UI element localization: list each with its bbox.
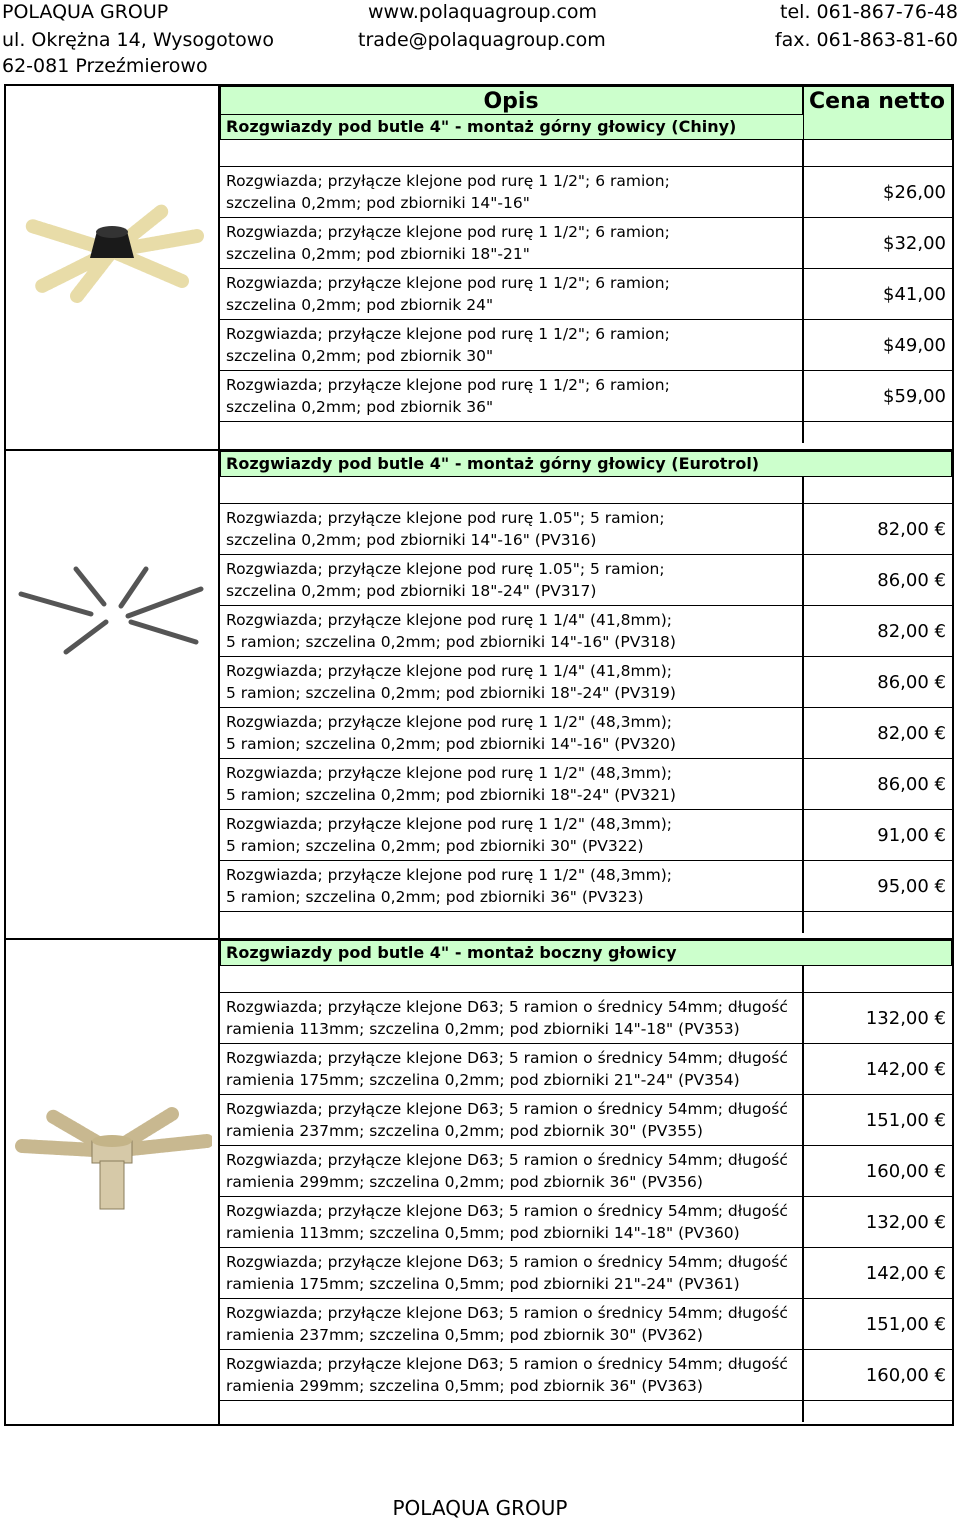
- footer-company: POLAQUA GROUP: [392, 1496, 568, 1520]
- row-description: Rozgwiazda; przyłącze klejone pod rurę 1.05"; 5 ramion; szczelina 0,2mm; pod zbiorniki 18"-24" (PV317): [226, 560, 665, 600]
- row-price: 86,00 €: [877, 569, 946, 591]
- row-price: 95,00 €: [877, 875, 946, 897]
- row-description: Rozgwiazda; przyłącze klejone pod rurę 1 1/4" (41,8mm); 5 ramion; szczelina 0,2mm; pod zbiorniki 18"-24" (PV319): [226, 662, 676, 702]
- row-price: 160,00 €: [865, 1160, 946, 1182]
- row-description: Rozgwiazda; przyłącze klejone D63; 5 ramion o średnicy 54mm; długość ramienia 237mm; szczelina 0,5mm; pod zbiornik 30" (PV362): [226, 1304, 788, 1344]
- row-price: $41,00: [883, 283, 946, 305]
- website-link[interactable]: www.polaquagroup.com: [368, 1, 598, 23]
- section-3-title: Rozgwiazdy pod butle 4" - montaż boczny głowicy: [226, 943, 677, 962]
- table-row: [220, 1094, 952, 1145]
- row-price: $59,00: [883, 385, 946, 407]
- row-description: Rozgwiazda; przyłącze klejone D63; 5 ramion o średnicy 54mm; długość ramienia 113mm; szczelina 0,5mm; pod zbiorniki 14"-18" (PV360): [226, 1202, 788, 1242]
- row-description: Rozgwiazda; przyłącze klejone pod rurę 1 1/2"; 6 ramion; szczelina 0,2mm; pod zbiornik 24": [226, 274, 670, 314]
- table-row: [220, 554, 952, 605]
- row-description: Rozgwiazda; przyłącze klejone D63; 5 ramion o średnicy 54mm; długość ramienia 237mm; szczelina 0,2mm; pod zbiornik 30" (PV355): [226, 1100, 788, 1140]
- table-row: [220, 1145, 952, 1196]
- table-row: [220, 319, 952, 370]
- table-row: [220, 1247, 952, 1298]
- fax-number: fax. 061-863-81-60: [774, 29, 958, 51]
- row-bottom-border: [220, 1400, 952, 1401]
- phone-number: tel. 061-867-76-48: [780, 1, 958, 23]
- row-description: Rozgwiazda; przyłącze klejone pod rurę 1 1/2"; 6 ramion; szczelina 0,2mm; pod zbiornik 30": [226, 325, 670, 365]
- row-price: 132,00 €: [865, 1211, 946, 1233]
- row-price: 142,00 €: [865, 1262, 946, 1284]
- row-bottom-border: [220, 911, 952, 912]
- table-row: [220, 1196, 952, 1247]
- product-image-side-mount: [12, 1106, 212, 1216]
- table-row: [220, 992, 952, 1043]
- table-row: [220, 860, 952, 911]
- row-price: 82,00 €: [877, 620, 946, 642]
- row-price: 160,00 €: [865, 1364, 946, 1386]
- section-2-title: Rozgwiazdy pod butle 4" - montaż górny głowicy (Eurotrol): [226, 454, 760, 473]
- row-description: Rozgwiazda; przyłącze klejone pod rurę 1 1/2"; 6 ramion; szczelina 0,2mm; pod zbiorniki 18"-21": [226, 223, 670, 263]
- row-price: 86,00 €: [877, 671, 946, 693]
- table-row: [220, 217, 952, 268]
- row-description: Rozgwiazda; przyłącze klejone D63; 5 ramion o średnicy 54mm; długość ramienia 299mm; szczelina 0,2mm; pod zbiornik 36" (PV356): [226, 1151, 788, 1191]
- table-row: [220, 809, 952, 860]
- row-description: Rozgwiazda; przyłącze klejone D63; 5 ramion o średnicy 54mm; długość ramienia 113mm; szczelina 0,2mm; pod zbiorniki 14"-18" (PV353): [226, 998, 788, 1038]
- row-description: Rozgwiazda; przyłącze klejone pod rurę 1 1/2" (48,3mm); 5 ramion; szczelina 0,2mm; pod zbiorniki 36" (PV323): [226, 866, 673, 906]
- table-row: [220, 758, 952, 809]
- row-description: Rozgwiazda; przyłącze klejone pod rurę 1 1/2"; 6 ramion; szczelina 0,2mm; pod zbiorniki 14"-16": [226, 172, 670, 212]
- table-row: [220, 656, 952, 707]
- row-price: $49,00: [883, 334, 946, 356]
- table-row: [220, 707, 952, 758]
- row-price: $32,00: [883, 232, 946, 254]
- table-row: [220, 370, 952, 421]
- row-price: 132,00 €: [865, 1007, 946, 1029]
- column-header-description: Opis: [483, 89, 539, 114]
- row-description: Rozgwiazda; przyłącze klejone pod rurę 1 1/2" (48,3mm); 5 ramion; szczelina 0,2mm; pod zbiorniki 18"-24" (PV321): [226, 764, 676, 804]
- row-price: 151,00 €: [865, 1109, 946, 1131]
- table-row: [220, 166, 952, 217]
- row-description: Rozgwiazda; przyłącze klejone D63; 5 ramion o średnicy 54mm; długość ramienia 299mm; szczelina 0,5mm; pod zbiornik 36" (PV363): [226, 1355, 788, 1395]
- row-description: Rozgwiazda; przyłącze klejone pod rurę 1.05"; 5 ramion; szczelina 0,2mm; pod zbiorniki 14"-16" (PV316): [226, 509, 665, 549]
- row-price: 82,00 €: [877, 722, 946, 744]
- row-price: 82,00 €: [877, 518, 946, 540]
- row-price: 142,00 €: [865, 1058, 946, 1080]
- table-row: [220, 503, 952, 554]
- table-row: [220, 268, 952, 319]
- star-distributor-5-arm-laterals-icon: [16, 564, 211, 664]
- table-row: [220, 1349, 952, 1400]
- table-row: [220, 1298, 952, 1349]
- star-distributor-side-mount-icon: [12, 1106, 212, 1216]
- row-description: Rozgwiazda; przyłącze klejone pod rurę 1 1/2"; 6 ramion; szczelina 0,2mm; pod zbiornik 36": [226, 376, 670, 416]
- row-price: 86,00 €: [877, 773, 946, 795]
- product-image-5-arm: [16, 564, 211, 664]
- address-line-2: 62-081 Przeźmierowo: [2, 55, 208, 77]
- product-image-6-arm: [12, 196, 212, 306]
- row-description: Rozgwiazda; przyłącze klejone pod rurę 1 1/2" (48,3mm); 5 ramion; szczelina 0,2mm; pod zbiorniki 14"-16" (PV320): [226, 713, 676, 753]
- row-price: 151,00 €: [865, 1313, 946, 1335]
- email-link[interactable]: trade@polaquagroup.com: [358, 29, 606, 51]
- column-header-price: Cena netto: [809, 89, 945, 114]
- star-distributor-6-arm-icon: [12, 196, 212, 306]
- table-row: [220, 605, 952, 656]
- row-price: 91,00 €: [877, 824, 946, 846]
- row-description: Rozgwiazda; przyłącze klejone pod rurę 1 1/4" (41,8mm); 5 ramion; szczelina 0,2mm; pod zbiorniki 14"-16" (PV318): [226, 611, 676, 651]
- section-1-title: Rozgwiazdy pod butle 4" - montaż górny głowicy (Chiny): [226, 117, 737, 136]
- row-description: Rozgwiazda; przyłącze klejone D63; 5 ramion o średnicy 54mm; długość ramienia 175mm; szczelina 0,5mm; pod zbiorniki 21"-24" (PV361): [226, 1253, 788, 1293]
- table-row: [220, 1043, 952, 1094]
- company-name: POLAQUA GROUP: [2, 1, 169, 23]
- row-description: Rozgwiazda; przyłącze klejone pod rurę 1 1/2" (48,3mm); 5 ramion; szczelina 0,2mm; pod zbiorniki 30" (PV322): [226, 815, 673, 855]
- address-line-1: ul. Okrężna 14, Wysogotowo: [2, 29, 274, 51]
- row-bottom-border: [220, 421, 952, 422]
- row-description: Rozgwiazda; przyłącze klejone D63; 5 ramion o średnicy 54mm; długość ramienia 175mm; szczelina 0,2mm; pod zbiorniki 21"-24" (PV354): [226, 1049, 788, 1089]
- row-price: $26,00: [883, 181, 946, 203]
